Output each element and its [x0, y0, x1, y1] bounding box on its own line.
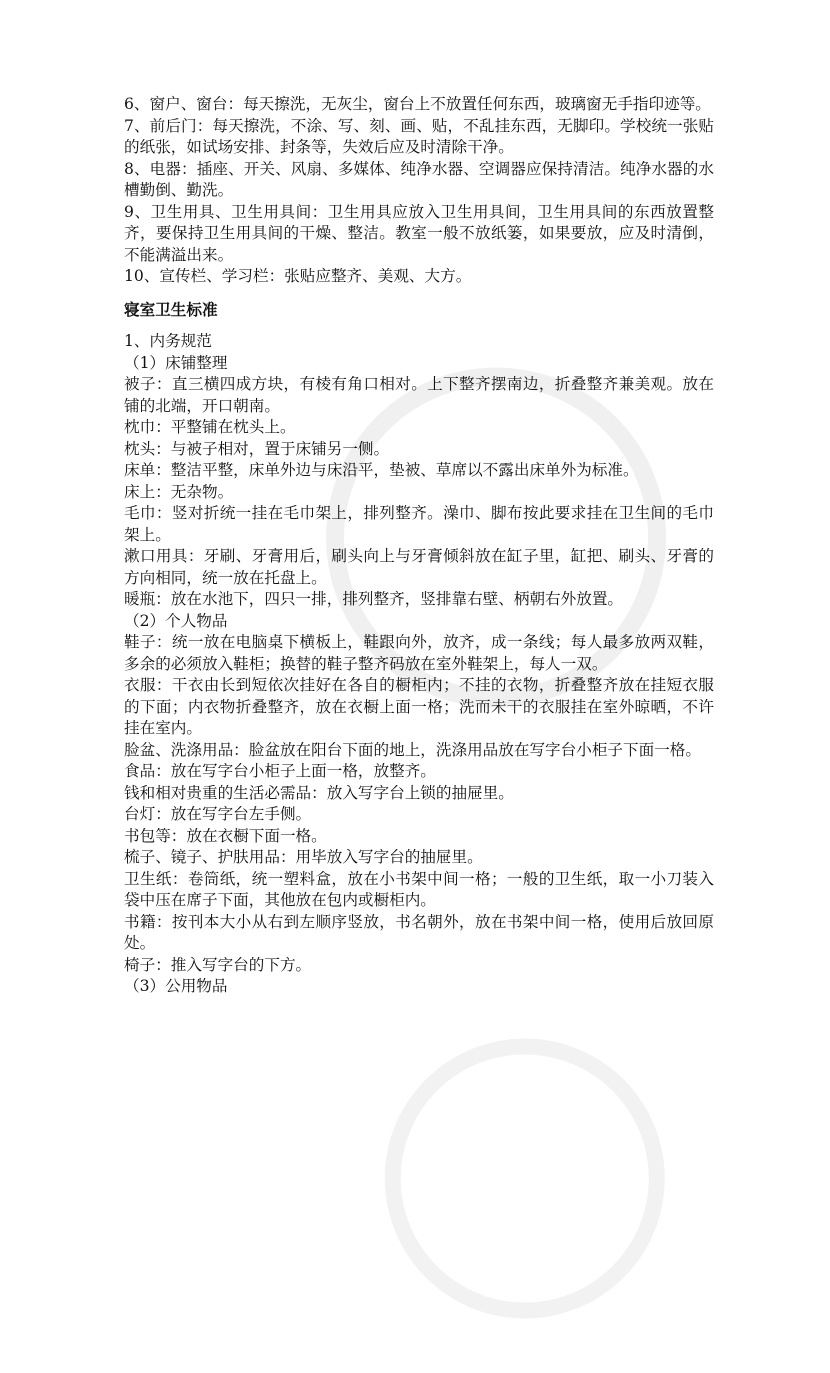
paragraph-pillow: 枕头：与被子相对，置于床铺另一侧。 [124, 439, 390, 458]
paragraph-chair: 椅子：推入写字台的下方。 [124, 955, 312, 974]
section-title: 寝室卫生标准 [124, 299, 218, 319]
paragraph-bedsheet: 床单：整洁平整，床单外边与床沿平，垫被、草席以不露出床单外为标准。 [124, 461, 639, 479]
subheading-housekeeping: 1、内务规范 [124, 332, 212, 350]
paragraph-bulletin-board: 10、宣传栏、学习栏：张贴应整齐、美观、大方。 [124, 267, 472, 285]
paragraph-clothes: 衣服：干衣由长到短依次挂好在各自的橱柜内；不挂的衣物，折叠整齐放在挂短衣服的下面；内衣物折叠整齐，放在衣橱上面一格；洗而未干的衣服挂在室外晾晒，不许挂在室内。 [124, 676, 714, 737]
subheading-bed: （1）床铺整理 [124, 353, 228, 372]
paragraph-towel: 毛巾：竖对折统一挂在毛巾架上，排列整齐。澡巾、脚布按此要求挂在卫生间的毛巾架上。 [124, 504, 714, 544]
paragraph-washbasin: 脸盆、洗涤用品：脸盆放在阳台下面的地上，洗涤用品放在写字台小柜子下面一格。 [124, 740, 701, 759]
paragraph-toilet-paper: 卫生纸：卷筒纸，统一塑料盒，放在小书架中间一格；一般的卫生纸，取一小刀装入袋中压在席子下面，其他放在包内或橱柜内。 [124, 869, 714, 909]
paragraph-mouthwash: 漱口用具：牙刷、牙膏用后，刷头向上与牙膏倾斜放在缸子里，缸把、刷头、牙膏的方向相同，统一放在托盘上。 [124, 547, 714, 587]
paragraph-schoolbag: 书包等：放在衣橱下面一格。 [124, 826, 327, 845]
paragraph-food: 食品：放在写字台小柜子上面一格，放整齐。 [124, 762, 436, 780]
paragraph-pillow-towel: 枕巾：平整铺在枕头上。 [124, 418, 296, 436]
paragraph-books: 书籍：按刊本大小从右到左顺序竖放，书名朝外，放在书架中间一格，使用后放回原处。 [124, 912, 714, 952]
paragraph-thermos: 暖瓶：放在水池下，四只一排，排列整齐，竖排靠右壁、柄朝右外放置。 [124, 590, 624, 608]
paragraph-comb-mirror: 梳子、镜子、护肤用品：用毕放入写字台的抽屉里。 [124, 848, 483, 866]
paragraph-quilt: 被子：直三横四成方块，有棱有角口相对。上下整齐摆南边，折叠整齐兼美观。放在铺的北端，开口朝南。 [124, 375, 714, 415]
classroom-items-list [124, 94, 714, 288]
paragraph-windows: 6、窗户、窗台：每天擦洗，无灰尘，窗台上不放置任何东西，玻璃窗无手指印迹等。 [124, 95, 711, 113]
paragraph-appliances: 8、电器：插座、开关、风扇、多媒体、纯净水器、空调器应保持清洁。纯净水器的水槽勤倒、勤洗。 [124, 159, 714, 199]
paragraph-doors: 7、前后门：每天擦洗，不涂、写、刻、画、贴，不乱挂东西，无脚印。学校统一张贴的纸张，如试场安排、封条等，失效后应及时清除干净。 [124, 116, 714, 156]
document-body [124, 94, 714, 998]
paragraph-shoes: 鞋子：统一放在电脑桌下横板上，鞋跟向外，放齐，成一条线；每人最多放两双鞋，多余的必须放入鞋柜；换替的鞋子整齐码放在室外鞋架上，每人一双。 [124, 633, 714, 673]
paragraph-on-bed: 床上：无杂物。 [124, 482, 234, 501]
subheading-public-items: （3）公用物品 [124, 977, 228, 995]
paragraph-cleaning-tools: 9、卫生用具、卫生用具间：卫生用具应放入卫生用具间，卫生用具间的东西放置整齐，要保持卫生用具间的干燥、整洁。教室一般不放纸篓，如果要放，应及时清倒，不能满溢出来。 [124, 202, 714, 264]
subheading-personal-items: （2）个人物品 [124, 611, 228, 630]
dorm-standards-list [124, 331, 714, 998]
paragraph-valuables: 钱和相对贵重的生活必需品：放入写字台上锁的抽屉里。 [124, 783, 514, 802]
watermark-lower [330, 972, 690, 1308]
watermark-ring-lower [330, 984, 720, 1373]
paragraph-desk-lamp: 台灯：放在写字台左手侧。 [124, 805, 312, 823]
